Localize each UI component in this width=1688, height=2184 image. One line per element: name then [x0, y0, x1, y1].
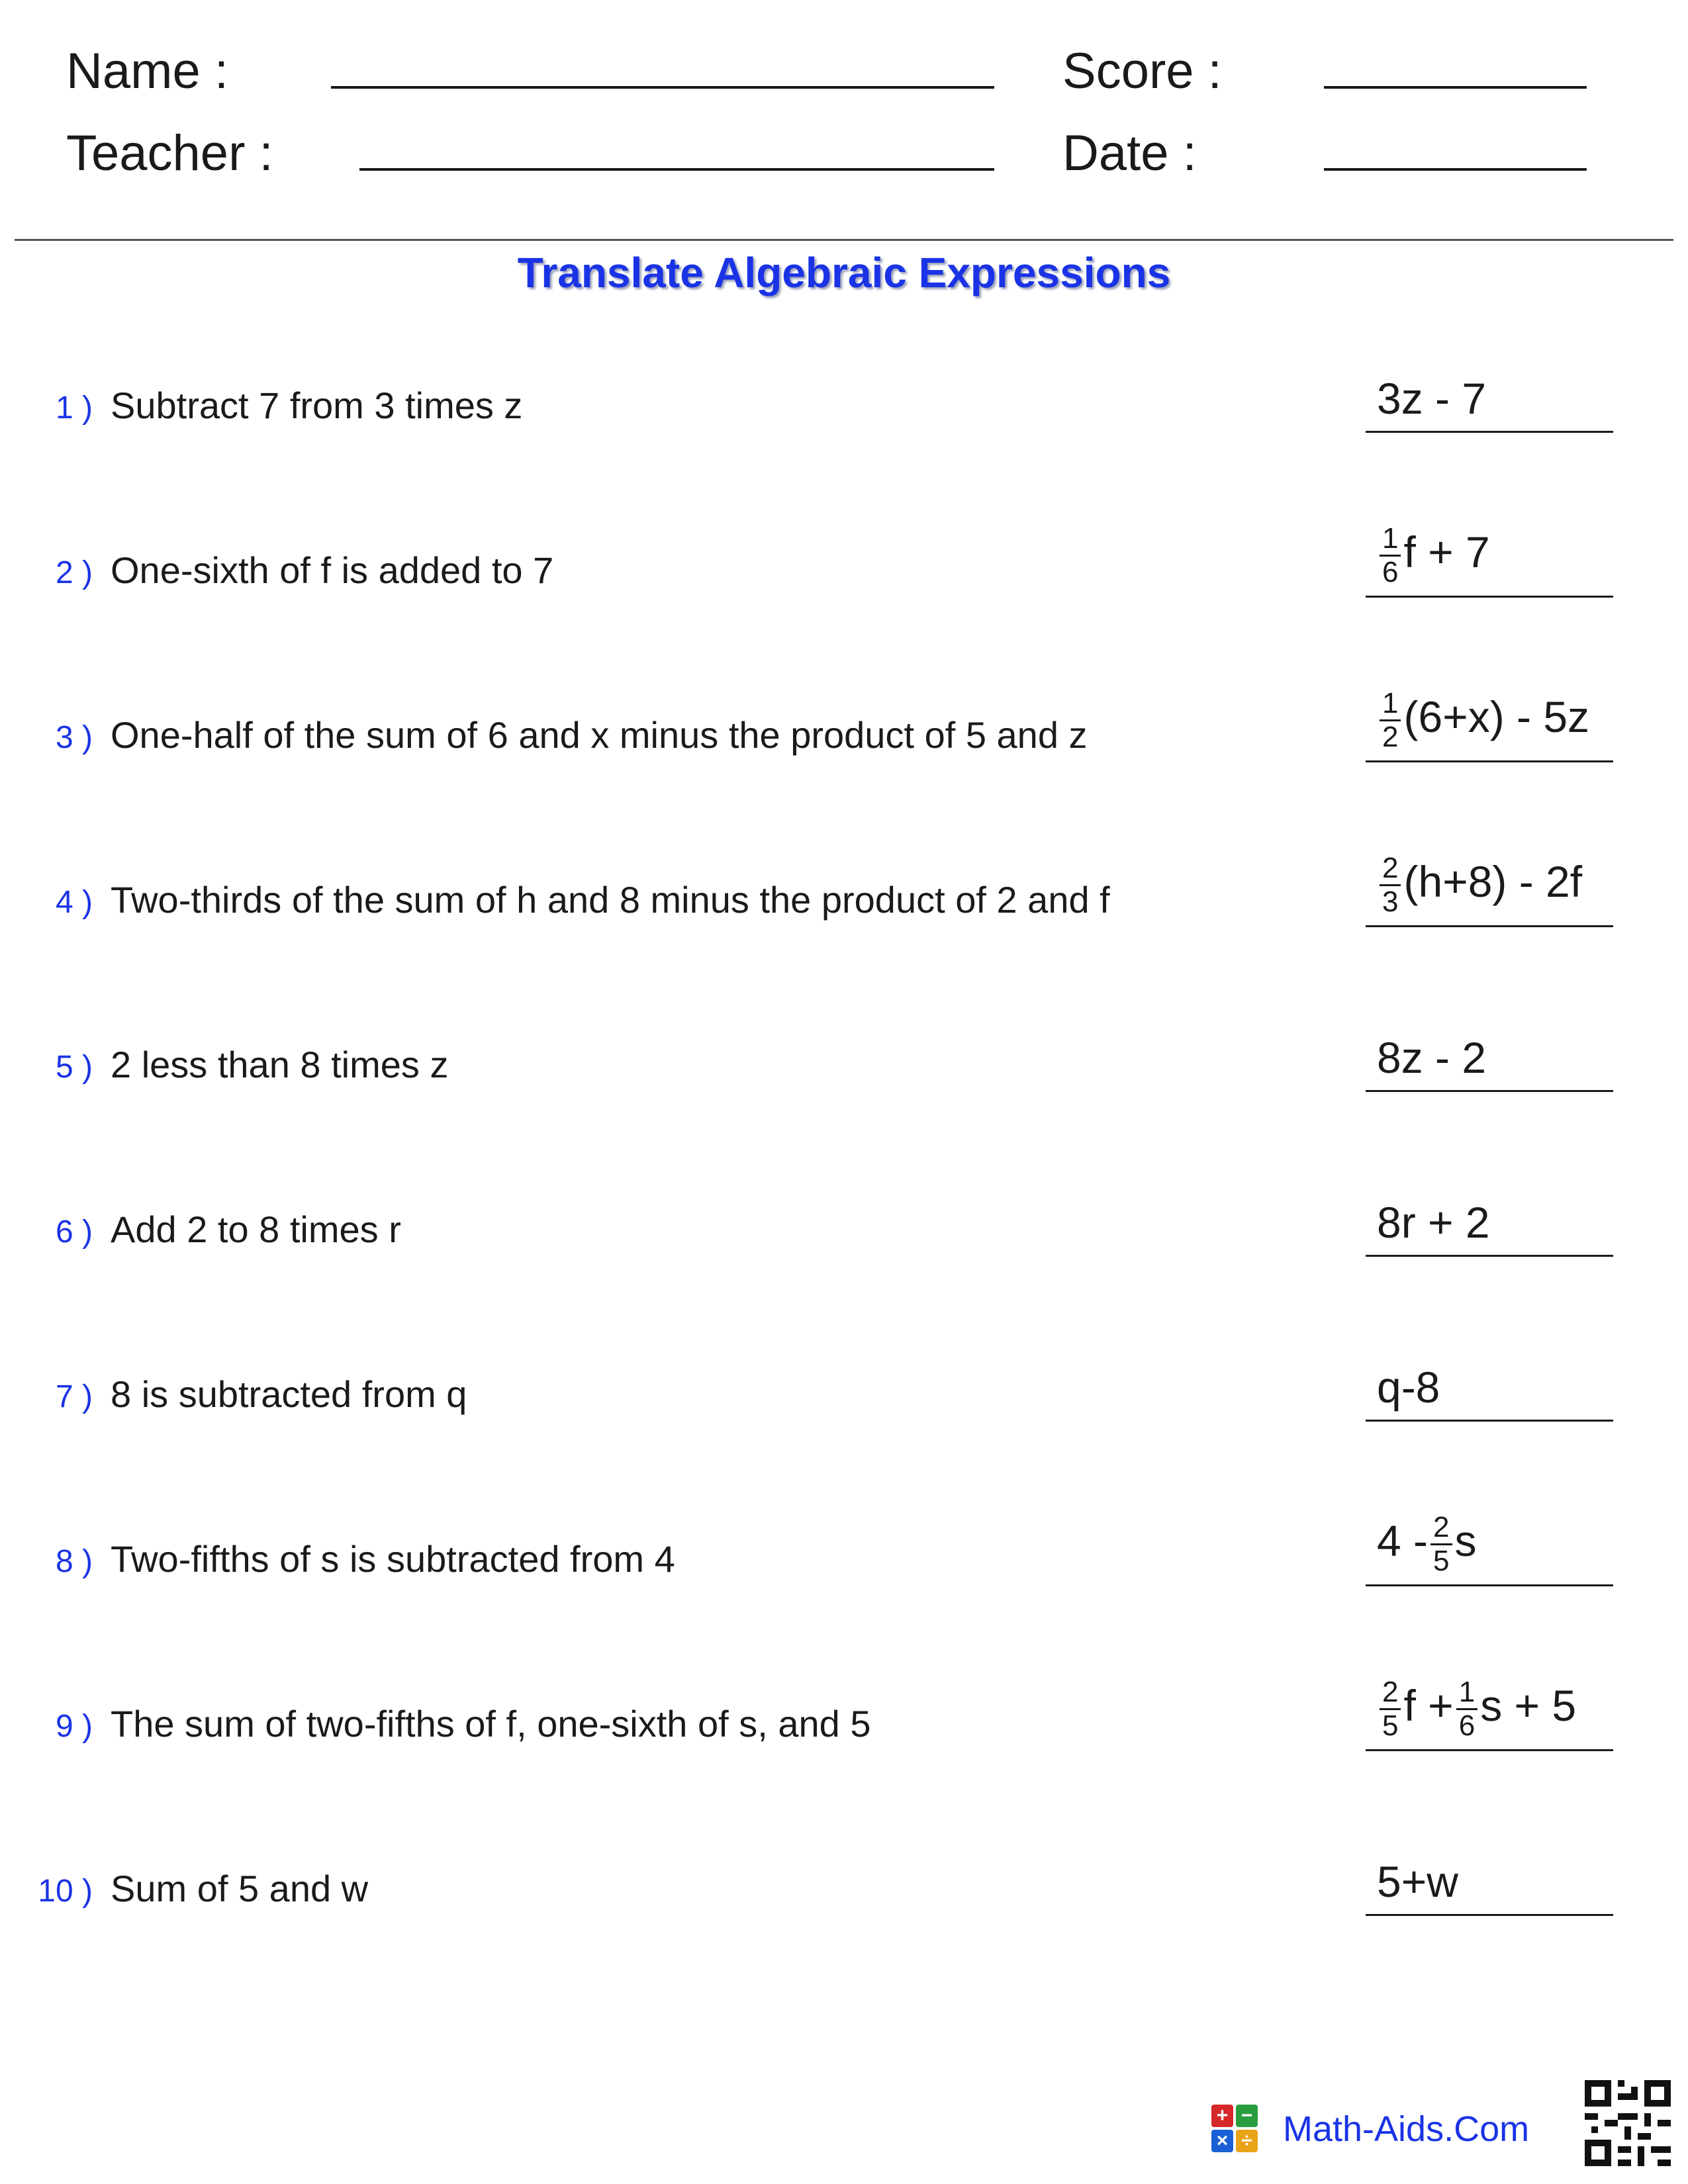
- fraction: [1380, 689, 1401, 752]
- answer-line[interactable]: [1366, 431, 1613, 433]
- fraction-numerator: 2: [1380, 1678, 1401, 1710]
- answer-line[interactable]: [1366, 1090, 1613, 1092]
- worksheet-title: Translate Algebraic Expressions: [517, 249, 1171, 296]
- answer-line[interactable]: [1366, 1914, 1613, 1916]
- answer: [1377, 854, 1582, 917]
- fraction-numerator: 1: [1456, 1678, 1477, 1710]
- answer-line[interactable]: [1366, 1749, 1613, 1751]
- name-label: Name :: [66, 43, 228, 99]
- fraction-denominator: 6: [1382, 556, 1399, 588]
- question-text: Add 2 to 8 times r: [111, 1208, 401, 1250]
- answer-line[interactable]: [1366, 596, 1613, 598]
- qr-code-icon: [1585, 2080, 1671, 2166]
- fraction-denominator: 5: [1382, 1709, 1399, 1742]
- answer: [1377, 524, 1490, 587]
- fraction-numerator: 1: [1380, 689, 1401, 721]
- answer-line[interactable]: [1366, 1584, 1613, 1586]
- question-text: The sum of two-fifths of f, one-sixth of s, and 5: [111, 1703, 871, 1745]
- question-number: 6 ): [55, 1214, 93, 1250]
- question-number: 5 ): [55, 1050, 93, 1085]
- answer: 5+w: [1377, 1857, 1458, 1906]
- answer-line[interactable]: [1366, 760, 1613, 762]
- question-number: 8 ): [55, 1544, 93, 1579]
- date-field[interactable]: [1324, 168, 1587, 171]
- header-divider: [15, 239, 1673, 241]
- answer: 8r + 2: [1377, 1198, 1490, 1247]
- fraction: [1380, 524, 1401, 587]
- answer-text: f + 7: [1403, 527, 1490, 576]
- question-number: 10 ): [38, 1874, 93, 1909]
- date-label: Date :: [1062, 125, 1197, 181]
- answer-line[interactable]: [1366, 1255, 1613, 1257]
- math-aids-logo: [1211, 2105, 1258, 2151]
- answer: 8z - 2: [1377, 1033, 1487, 1082]
- answer-line[interactable]: [1366, 925, 1613, 927]
- question-text: One-half of the sum of 6 and x minus the product of 5 and z: [111, 714, 1088, 756]
- question-text: Two-thirds of the sum of h and 8 minus the product of 2 and f: [111, 879, 1110, 921]
- question-text: Sum of 5 and w: [111, 1868, 369, 1909]
- fraction-denominator: 6: [1458, 1709, 1476, 1742]
- question-number: 1 ): [55, 390, 93, 426]
- answer-text: f +: [1403, 1680, 1454, 1730]
- teacher-label: Teacher :: [66, 125, 273, 181]
- fraction-numerator: 2: [1430, 1513, 1452, 1545]
- question-number: 2 ): [55, 555, 93, 590]
- score-label: Score :: [1062, 43, 1222, 99]
- question-number: 7 ): [55, 1379, 93, 1414]
- logo-cell: +: [1211, 2105, 1233, 2127]
- fraction-denominator: 2: [1382, 721, 1399, 753]
- logo-cell: −: [1236, 2105, 1258, 2127]
- teacher-field[interactable]: [359, 168, 994, 171]
- answer-line[interactable]: [1366, 1420, 1613, 1422]
- answer: 3z - 7: [1377, 374, 1487, 423]
- answer-text: (6+x) - 5z: [1403, 692, 1590, 741]
- question-number: 9 ): [55, 1709, 93, 1744]
- logo-cell: ×: [1211, 2130, 1233, 2152]
- fraction-numerator: 1: [1380, 524, 1401, 557]
- name-field[interactable]: [331, 86, 994, 89]
- question-text: Two-fifths of s is subtracted from 4: [111, 1538, 675, 1580]
- fraction-denominator: 5: [1433, 1545, 1450, 1577]
- fraction-numerator: 2: [1380, 854, 1401, 886]
- site-name[interactable]: Math-Aids.Com: [1283, 2109, 1530, 2149]
- answer-text: 4 -: [1377, 1516, 1429, 1565]
- fraction-denominator: 3: [1382, 886, 1399, 918]
- fraction: [1430, 1513, 1452, 1576]
- score-field[interactable]: [1324, 86, 1587, 89]
- question-text: 8 is subtracted from q: [111, 1373, 467, 1415]
- question-number: 3 ): [55, 720, 93, 755]
- question-text: 2 less than 8 times z: [111, 1044, 449, 1085]
- answer: [1377, 1678, 1576, 1741]
- logo-cell: ÷: [1236, 2130, 1258, 2152]
- answer: [1377, 689, 1589, 752]
- answer: q-8: [1377, 1363, 1440, 1412]
- fraction: [1456, 1678, 1477, 1741]
- fraction: [1380, 1678, 1401, 1741]
- question-text: Subtract 7 from 3 times z: [111, 385, 523, 426]
- answer: [1377, 1513, 1477, 1576]
- answer-text: s: [1454, 1516, 1477, 1565]
- question-text: One-sixth of f is added to 7: [111, 549, 554, 591]
- answer-text: s + 5: [1480, 1680, 1577, 1730]
- question-number: 4 ): [55, 885, 93, 920]
- fraction: [1380, 854, 1401, 917]
- answer-text: (h+8) - 2f: [1403, 856, 1583, 906]
